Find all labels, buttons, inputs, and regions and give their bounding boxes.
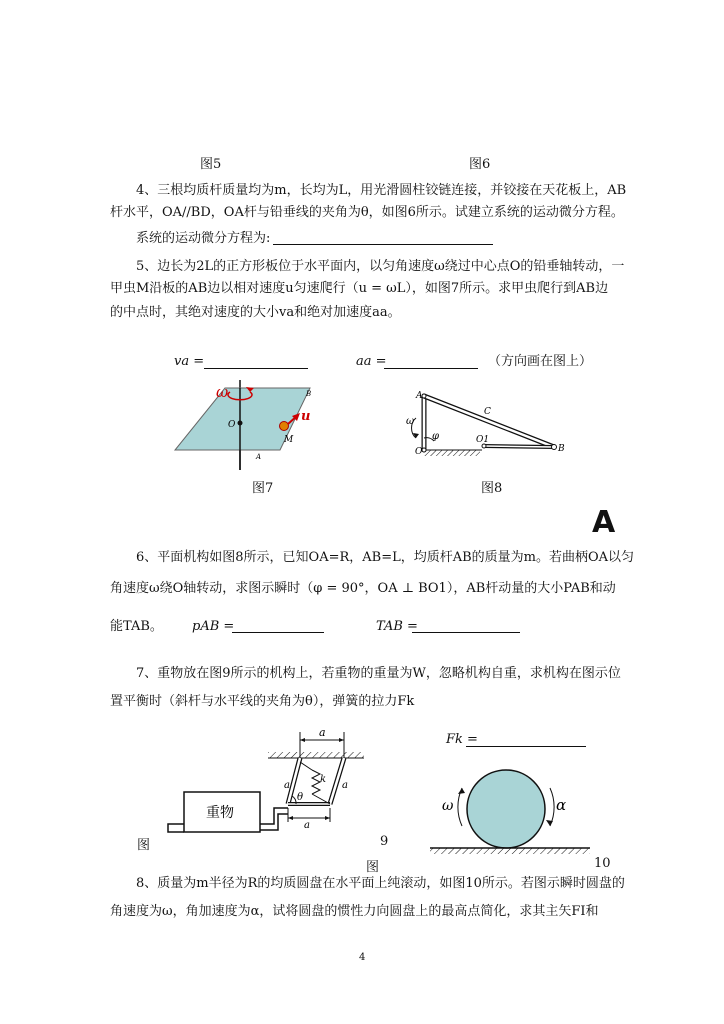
q4-answer-blank (273, 244, 493, 245)
fig10-alpha: α (556, 796, 567, 814)
q4-line1: 4、三根均质杆质量均为m，长均为L，用光滑圆柱铰链连接，并铰接在天花板上，AB (136, 183, 627, 198)
fig9-a-bottom: a (304, 820, 310, 831)
fk-blank (466, 746, 586, 747)
fig9-a-top: a (319, 726, 326, 739)
rolling-disk (467, 770, 545, 848)
q5-line3: 的中点时，其绝对速度的大小va和绝对加速度aa。 (110, 305, 401, 320)
va-label: va = (174, 354, 205, 369)
fig7-O: O (228, 420, 236, 430)
aa-label: aa = (356, 354, 387, 369)
fig8-B: B (558, 444, 565, 454)
q7-line1: 7、重物放在图9所示的机构上，若重物的重量为W，忽略机构自重，求机构在图示位 (136, 666, 621, 681)
q4-line2: 杆水平，OA//BD，OA杆与铅垂线的夹角为θ，如图6所示。试建立系统的运动微分方程。 (110, 205, 624, 220)
caption-fig10-b: 10 (594, 856, 611, 871)
p-ab-label: pAB = (192, 619, 235, 634)
q4-answer-label: 系统的运动微分方程为: (136, 231, 271, 246)
fig8-phi: φ (432, 431, 440, 442)
caption-fig10-a: 图 (366, 860, 380, 875)
caption-fig9-b: 9 (380, 834, 389, 849)
fig7-M: M (284, 435, 294, 445)
figure-8 (402, 388, 572, 468)
point-O (238, 421, 243, 426)
figure-7 (170, 380, 320, 475)
caption-fig9-a: 图 (137, 838, 151, 853)
t-ab-label: TAB = (376, 619, 418, 634)
fig9-theta: θ (297, 792, 304, 803)
page-number: 4 (359, 952, 366, 963)
caption-fig7: 图7 (252, 481, 274, 496)
fig10-omega: ω (442, 798, 454, 814)
fig9-a-right: a (342, 780, 348, 791)
q7-line2: 置平衡时（斜杆与水平线的夹角为θ），弹簧的拉力Fk (110, 694, 415, 709)
t-ab-blank (412, 632, 520, 633)
fig9-k: k (320, 774, 327, 785)
q5-line1: 5、边长为2L的正方形板位于水平面内，以匀角速度ω绕过中心点O的铅垂轴转动，一 (136, 259, 625, 274)
figure-9 (164, 722, 374, 842)
figure-10 (430, 766, 600, 861)
fig8-C: C (484, 407, 491, 417)
caption-fig8: 图8 (481, 481, 503, 496)
p-ab-blank (232, 632, 324, 633)
fk-label: Fk = (446, 732, 478, 747)
fig9-weight: 重物 (206, 805, 234, 821)
q6-line3: 能TAB。 (110, 619, 163, 634)
q6-line2: 角速度ω绕O轴转动，求图示瞬时（φ = 90°，OA ⊥ BO1），AB杆动量的大小PAB和动 (110, 581, 616, 596)
caption-fig6: 图6 (469, 157, 491, 172)
fig8-O: O (415, 447, 423, 457)
fig8-O1: O1 (476, 435, 490, 445)
fig7-B: B (306, 390, 312, 398)
fig7-u: u (301, 409, 311, 424)
q5-line2: 甲虫M沿板的AB边以相对速度u匀速爬行（u = ωL），如图7所示。求甲虫爬行到AB边 (110, 281, 609, 296)
q8-line2: 角速度为ω，角加速度为α，试将圆盘的惯性力向圆盘上的最高点简化，求其主矢FI和 (110, 904, 599, 919)
q5-note: （方向画在图上） (488, 354, 593, 369)
beetle-M (280, 422, 289, 431)
fig7-omega: ω (216, 383, 229, 401)
q8-line1: 8、质量为m半径为R的均质圆盘在水平面上纯滚动，如图10所示。若图示瞬时圆盘的 (136, 876, 625, 891)
caption-fig5: 图5 (200, 157, 222, 172)
fig9-a-left: a (284, 780, 290, 791)
q6-line1: 6、平面机构如图8所示，已知OA=R，AB=L，均质杆AB的质量为m。若曲柄OA以匀 (136, 550, 635, 565)
fig8-omega: ω (406, 416, 415, 427)
aa-blank (384, 368, 478, 369)
fig8-A: A (416, 391, 423, 401)
fig7-A: A (256, 453, 262, 461)
section-mark: A (592, 505, 616, 540)
va-blank (204, 368, 308, 369)
spring-k (312, 770, 320, 794)
